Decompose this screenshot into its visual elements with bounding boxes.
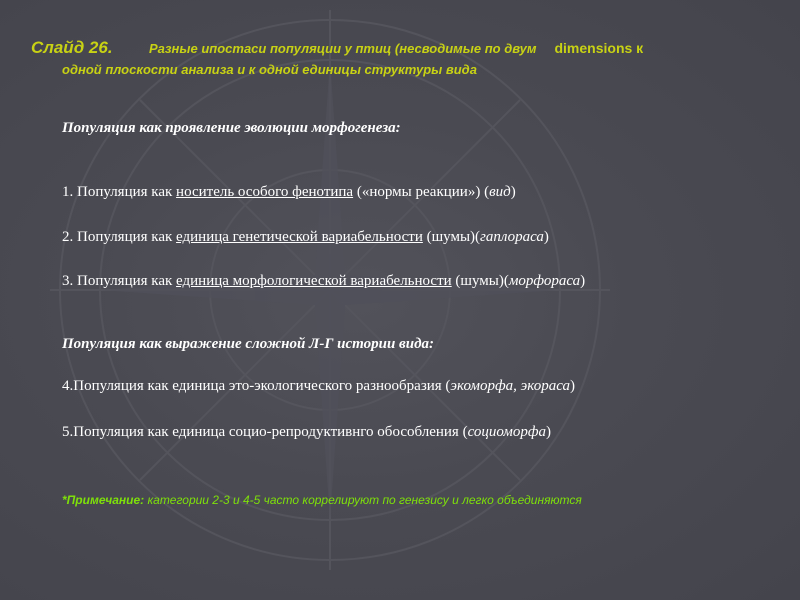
item-text: 3. Популяция как [62, 273, 177, 289]
item-text: 1. Популяция как [62, 184, 177, 200]
section2-heading: Популяция как выражение сложной Л-Г истории вида: [62, 336, 435, 352]
item-underlined: единица генетической вариабельности [176, 229, 423, 245]
item-italic: морфораса [508, 273, 581, 289]
slide-title-english: dimensions к [554, 40, 644, 56]
footnote-text: категории 2-3 и 4-5 часто коррелируют по генезису и легко объединяются [144, 493, 582, 507]
item-italic: социоморфа [467, 424, 547, 440]
slide-title-line2: одной плоскости анализа и к одной единицы структуры вида [62, 62, 477, 77]
list-item [62, 184, 516, 201]
item-text: (шумы)( [422, 229, 481, 245]
footnote-label: *Примечание: [62, 493, 145, 507]
item-text: ) [510, 184, 516, 200]
item-underlined: единица морфологической вариабельности [176, 273, 452, 289]
item-text: ) [580, 273, 586, 289]
slide-number: Слайд 26. [31, 38, 113, 57]
item-text: («нормы реакции») ( [353, 184, 490, 200]
list-item [62, 424, 551, 441]
slide-title-text: Разные ипостаси популяции у птиц (несводимые по двум [149, 41, 537, 56]
list-item [62, 229, 549, 246]
footnote [62, 493, 582, 507]
item-text: ) [546, 424, 552, 440]
slide-title [31, 36, 761, 80]
item-text: ) [543, 229, 549, 245]
item-italic: экоморфа, экораса [450, 378, 570, 394]
item-italic: гаплораса [480, 229, 544, 245]
item-text: ) [569, 378, 575, 394]
list-item [62, 378, 575, 395]
section1-heading: Популяция как проявление эволюции морфогенеза: [62, 120, 401, 136]
item-text: (шумы)( [451, 273, 509, 289]
item-italic: вид [489, 184, 511, 200]
item-underlined: носитель особого фенотипа [176, 184, 354, 200]
item-text: 4.Популяция как единица это-экологического разнообразия ( [62, 378, 451, 394]
item-text: 5.Популяция как единица социо-репродуктивнго обособления ( [62, 424, 468, 440]
list-item [62, 273, 585, 290]
item-text: 2. Популяция как [62, 229, 177, 245]
